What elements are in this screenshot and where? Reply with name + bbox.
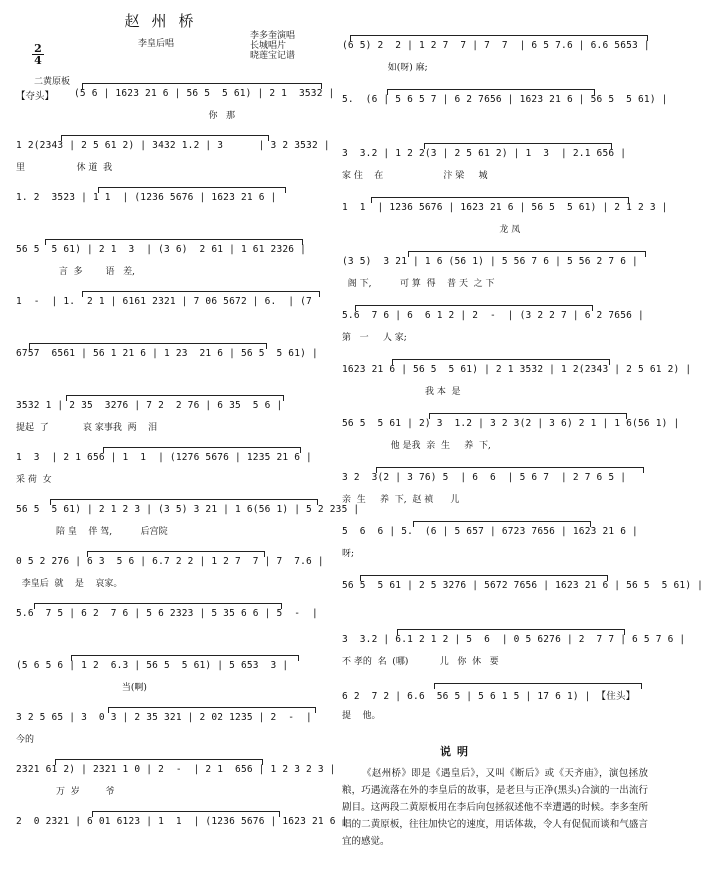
jianpu-notes: (5 6 | 1623 21 6 | 56 5 5 61) | 2 1 3532 |	[74, 88, 335, 99]
jianpu-notes: (3 5) 3 21 | 1 6 (56 1) | 5 56 7 6 | 5 56 2 7 6 |	[342, 256, 638, 267]
score-line	[342, 472, 654, 506]
jianpu-notes: 0 5 2 276 | 6 3 5 6 | 6.7 2 2 | 1 2 7 7 | 7 7.6 |	[16, 556, 324, 567]
credit-line: 长城唱片	[250, 41, 287, 51]
lyric-line: 如(呀) 麻;	[342, 63, 428, 73]
score-line	[16, 556, 328, 590]
jianpu-notes: 3 2 3(2 | 3 76) 5 | 6 6 | 5 6 7 | 2 7 6 5 |	[342, 472, 627, 483]
jianpu-notes: 6 2 7 2 | 6.6 56 5 | 5 6 1 5 | 17 6 1) | 【住头】	[342, 691, 636, 702]
lyric-line: 不 孝的 名 (哪) 儿 你 休 要	[342, 657, 499, 667]
time-signature-bottom: 4	[32, 54, 44, 66]
score-line	[342, 634, 686, 668]
jianpu-notes: 56 5 5 61) | 2 1 2 3 | (3 5) 3 21 | 1 6(56 1) | 5 2 235 |	[16, 504, 360, 515]
jianpu-notes: 1 3 | 2 1 656 | 1 1 | (1276 5676 | 1235 21 6 |	[16, 452, 312, 463]
explanation-text: 《赵州桥》即是《遇皇后》，又叫《断后》或《天齐庙》，演包拯放粮，巧遇流落在外的李皇后的故事，是老旦与正净(黑头)合演的一出流行剧目。这两段二黄原板用在李后向包拯叙述他不幸遭遇的时候。李多奎所唱的二黄原板，往往加快它的速度，用话体裁，令人有促侃而谈和气盛言宜的感觉。	[342, 768, 648, 847]
score-line	[342, 526, 654, 560]
score-line	[16, 400, 328, 434]
lyric-line: 李皇后 就 是 哀家。	[16, 579, 123, 589]
score-line	[16, 712, 328, 746]
jianpu-notes: 3532 1 | 2 35 3276 | 7 2 2 76 | 6 35 5 6 |	[16, 400, 283, 411]
lyric-line: 里 休 道 我	[16, 163, 113, 173]
score-line	[342, 580, 703, 614]
jianpu-notes: 56 5 5 61 | 2 5 3276 | 5672 7656 | 1623 21 6 | 56 5 5 61) |	[342, 580, 703, 591]
lyric-line: 你 那	[74, 111, 236, 121]
score-line	[342, 364, 692, 398]
lyric-line: 当(啊)	[16, 683, 147, 693]
jianpu-notes: 5.6 7 6 | 6 6 1 2 | 2 - | (3 2 2 7 | 6 2 7656 |	[342, 310, 644, 321]
score-line	[342, 310, 654, 344]
jianpu-notes: 2 0 2321 | 6 01 6123 | 1 1 | (1236 5676 | 1623 21 6 |	[16, 816, 348, 827]
jianpu-notes: 1623 21 6 | 56 5 5 61) | 2 1 3532 | 1 2(2343 | 2 5 61 2) |	[342, 364, 692, 375]
time-signature-top: 2	[34, 42, 42, 55]
score-line	[342, 256, 654, 290]
score-line	[342, 94, 668, 128]
jianpu-notes: 5.6 7 5 | 6 2 7 6 | 5 6 2323 | 5 35 6 6 | 5 - |	[16, 608, 318, 619]
score-line	[342, 418, 680, 452]
performer-role: 李皇后唱	[138, 39, 175, 49]
score-line	[342, 40, 654, 74]
lyric-line: 采 荷 女	[16, 475, 52, 485]
score-line	[16, 140, 328, 174]
score-line	[16, 816, 348, 850]
credit-line: 晓莲宝记谱	[250, 51, 296, 61]
score-line	[16, 764, 336, 798]
jianpu-notes: 3 3.2 | 1 2 2(3 | 2 5 61 2) | 1 3 | 2.1 656 |	[342, 148, 627, 159]
mode-label: 二黄原板	[34, 77, 71, 87]
jianpu-notes: 56 5 5 61) | 2 1 3 | (3 6) 2 61 | 1 61 2326 |	[16, 244, 307, 255]
jianpu-notes: 1 1 | 1236 5676 | 1623 21 6 | 56 5 5 61) | 2 1 2 3 |	[342, 202, 668, 213]
score-line	[342, 202, 668, 236]
jianpu-notes: 2321 61 2) | 2321 1 0 | 2 - | 2 1 656 | 1 2 3 2 3 |	[16, 764, 336, 775]
lyric-line: 言 多 语 差,	[16, 267, 135, 277]
score-line	[342, 148, 654, 182]
lyric-line: 提起 了 哀 家事我 两 泪	[16, 423, 158, 433]
explanation-title: 说明	[440, 745, 474, 758]
song-title: 赵州桥	[124, 12, 206, 30]
score-line	[16, 452, 328, 486]
time-signature	[32, 43, 44, 66]
credits-block	[250, 31, 295, 61]
jianpu-notes: 1 2(2343 | 2 5 61 2) | 3432 1.2 | 3 | 3 2 3532 |	[16, 140, 330, 151]
score-line	[16, 348, 328, 382]
lyric-line: 今的	[16, 735, 35, 745]
lyric-line: 第 一 人 家;	[342, 333, 407, 343]
score-line	[16, 192, 328, 226]
jianpu-notes: (5 6 5 6 | 1 2 6.3 | 56 5 5 61) | 5 653 3 |	[16, 660, 289, 671]
jianpu-notes: (6 5) 2 2 | 1 2 7 7 | 7 7 | 6 5 7.6 | 6.6 5653 |	[342, 40, 650, 51]
jianpu-notes: 6757 6561 | 56 1 21 6 | 1 23 21 6 | 56 5 5 61) |	[16, 348, 318, 359]
jianpu-notes: 1 - | 1. 2 1 | 6161 2321 | 7 06 5672 | 6. | (7	[16, 296, 312, 307]
lyric-line: 我 本 是	[342, 387, 461, 397]
credit-line: 李多奎演唱	[250, 31, 296, 41]
lyric-line: 呀;	[342, 549, 355, 559]
lyric-line: 亲 生 养 下, 赵 祯 儿	[342, 495, 460, 505]
lyric-line: 阁 下, 可 算 得 普 天 之 下	[342, 279, 495, 289]
score-line	[16, 608, 328, 642]
lyric-line: 龙 凤	[342, 225, 521, 235]
score-line	[16, 660, 328, 694]
jianpu-notes: 56 5 5 61 | 2) 3 1.2 | 3 2 3(2 | 3 6) 2 1 | 1 6(56 1) |	[342, 418, 680, 429]
score-line	[16, 296, 328, 330]
jianpu-notes: 3 2 5 65 | 3 0 3 | 2 35 321 | 2 02 1235 | 2 - |	[16, 712, 312, 723]
score-line	[74, 88, 335, 122]
lyric-line: 他 是我 亲 生 养 下,	[342, 441, 491, 451]
lyric-line: 万 岁 爷	[16, 787, 115, 797]
score-line	[16, 244, 328, 278]
lyric-line: 家 住 在 汴 梁 城	[342, 171, 488, 181]
jianpu-notes: 3 3.2 | 6.1 2 1 2 | 5 6 | 0 5 6276 | 2 7 7 | 6 5 7 6 |	[342, 634, 686, 645]
jianpu-notes: 5 6 6 | 5. (6 | 5 657 | 6723 7656 | 1623 21 6 |	[342, 526, 638, 537]
jianpu-notes: 1. 2 3523 | 1 1 | (1236 5676 | 1623 21 6 |	[16, 192, 277, 203]
lyric-line: 提 他。	[342, 711, 381, 721]
score-line	[16, 504, 360, 538]
prelude-label: 【夺头】	[16, 91, 55, 102]
jianpu-notes: 5. (6 | 5 6 5 7 | 6 2 7656 | 1623 21 6 | 56 5 5 61) |	[342, 94, 668, 105]
score-line	[342, 688, 654, 722]
lyric-line: 陪 皇 伴 驾, 后宫院	[16, 527, 168, 537]
